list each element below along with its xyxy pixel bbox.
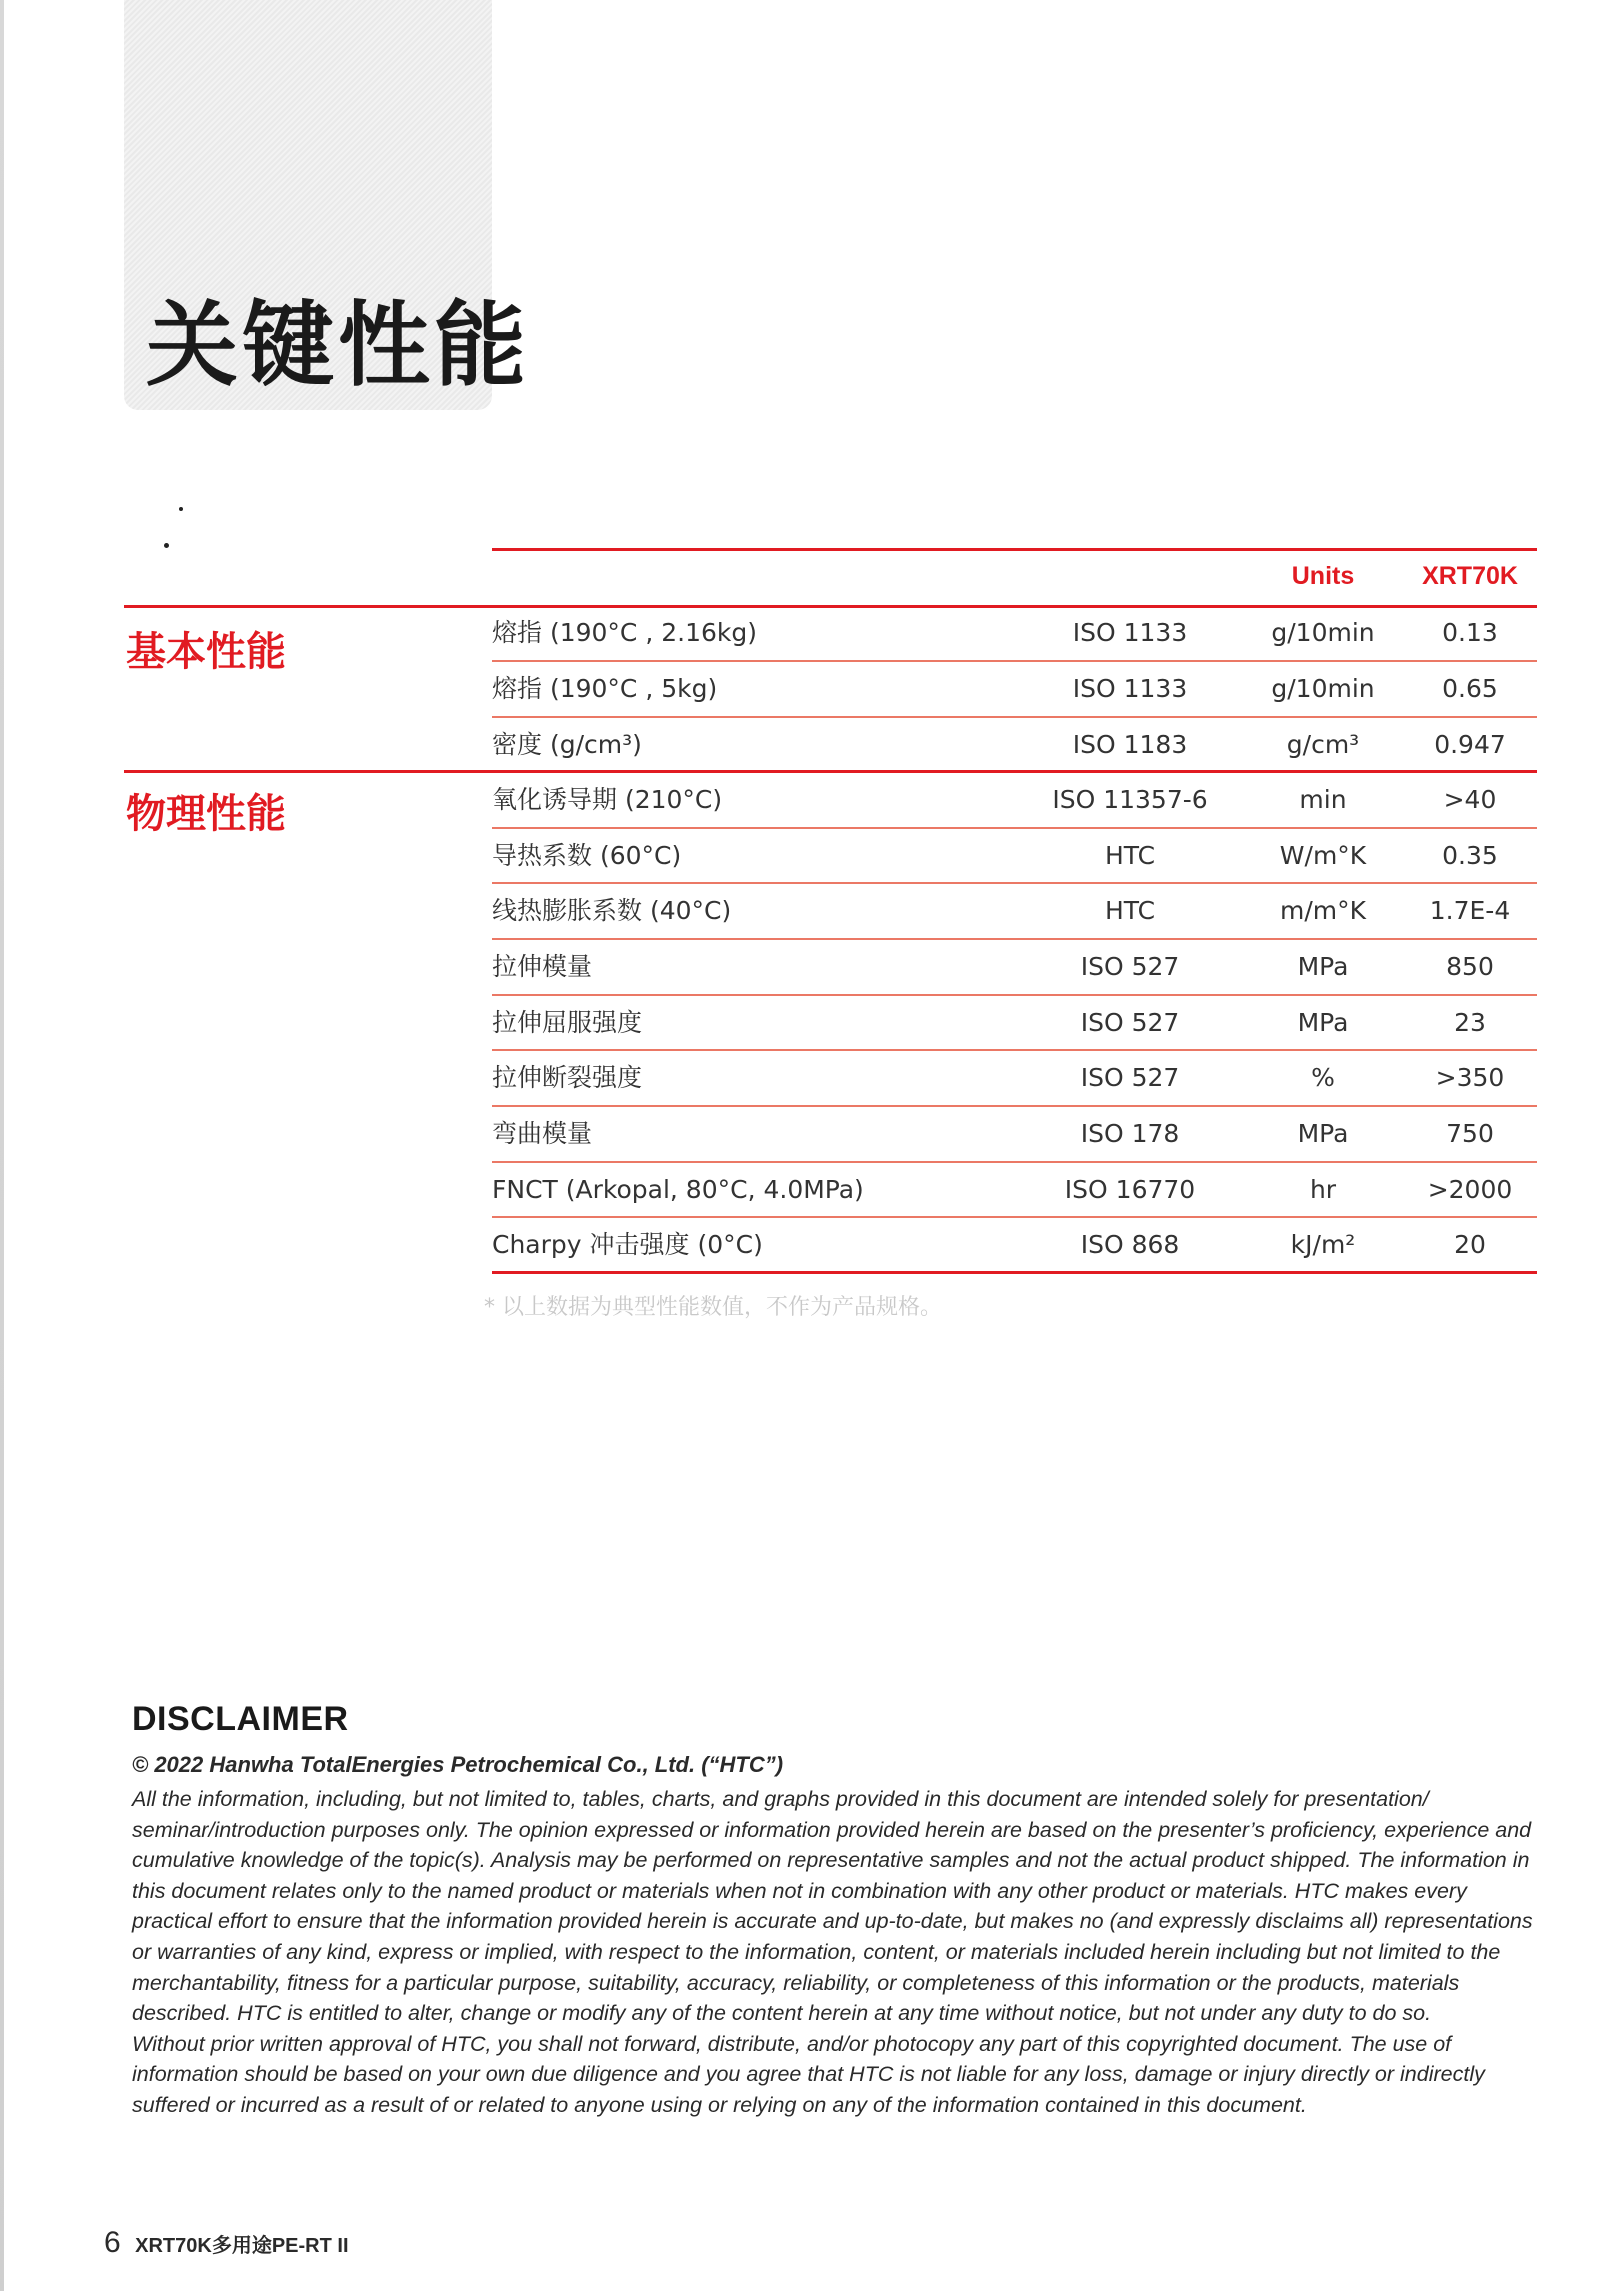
section-title-basic: 基本性能 [126,629,286,675]
value: >40 [1443,785,1497,814]
unit: g/cm³ [1286,730,1360,759]
test-method: HTC [1104,841,1156,870]
page-number: 6 [104,2226,121,2259]
table-bottom-rule [492,1271,1537,1274]
page-footer [104,2226,349,2260]
print-speck [179,507,183,511]
footer-text: XRT70K多用途PE-RT II [135,2235,349,2257]
table-footnote: * 以上数据为典型性能数值，不作为产品规格。 [484,1295,942,1320]
property-name: 拉伸模量 [492,952,593,981]
test-method: ISO 1133 [1072,618,1188,647]
value: 750 [1446,1119,1494,1148]
property-name: 密度 (g/cm³) [492,730,642,759]
table-row [0,1162,1606,1217]
property-name: 导热系数 (60°C) [492,841,682,870]
property-name: 线热膨胀系数 (40°C) [492,896,732,925]
table-row [0,828,1606,883]
disclaimer-title: DISCLAIMER [132,1700,349,1738]
disclaimer-paragraph: Without prior written approval of HTC, you shall not forward, distribute, and/or photocopy any part of this copyrighted document. The use of information should be based on your own due diligence and you agree that HTC is not liable for any loss, damage or injury directly or indirectly suffered or incurred as a result of or related to anyone using or relying on any of the information contained in this document. [132,2031,1485,2117]
value: 23 [1454,1008,1486,1037]
unit: hr [1309,1175,1337,1204]
table-row [0,1050,1606,1105]
table-row [0,717,1606,772]
unit: MPa [1297,1008,1349,1037]
value: 0.35 [1442,841,1498,870]
unit: m/m°K [1279,896,1367,925]
table-row [0,995,1606,1050]
property-name: 氧化诱导期 (210°C) [492,785,723,814]
property-name: 拉伸断裂强度 [492,1063,643,1092]
property-name: FNCT (Arkopal, 80°C, 4.0MPa) [492,1175,864,1204]
table-row [0,605,1606,660]
page-title: 关键性能 [146,292,531,399]
test-method: ISO 527 [1080,952,1180,981]
unit: W/m°K [1279,841,1367,870]
property-name: 弯曲模量 [492,1119,593,1148]
section-title-physical: 物理性能 [126,791,286,837]
table-row [0,772,1606,827]
test-method: ISO 11357-6 [1052,785,1208,814]
value: >350 [1435,1063,1505,1092]
disclaimer-body [132,1784,1552,2121]
test-method: HTC [1104,896,1156,925]
property-name: 熔指 (190°C , 2.16kg) [492,618,757,647]
unit: g/10min [1271,618,1375,647]
unit: kJ/m² [1290,1230,1356,1259]
table-row [0,1106,1606,1161]
value: 1.7E-4 [1429,896,1511,925]
value: 0.13 [1442,618,1498,647]
value: 850 [1446,952,1494,981]
test-method: ISO 16770 [1064,1175,1196,1204]
product-header: XRT70K [1422,562,1518,590]
test-method: ISO 1133 [1072,674,1188,703]
units-header: Units [1291,562,1355,590]
test-method: ISO 527 [1080,1063,1180,1092]
value: 20 [1454,1230,1486,1259]
property-name: 熔指 (190°C , 5kg) [492,674,718,703]
test-method: ISO 178 [1080,1119,1180,1148]
table-row [0,939,1606,994]
table-top-rule [492,548,1537,551]
print-speck [164,543,169,548]
disclaimer-copyright: © 2022 Hanwha TotalEnergies Petrochemical Co., Ltd. (“HTC”) [132,1752,784,1777]
table-row [0,661,1606,716]
unit: % [1311,1063,1335,1092]
unit: MPa [1297,952,1349,981]
value: 0.947 [1434,730,1506,759]
value: >2000 [1427,1175,1513,1204]
unit: g/10min [1271,674,1375,703]
test-method: ISO 1183 [1072,730,1188,759]
test-method: ISO 527 [1080,1008,1180,1037]
table-row [0,883,1606,938]
property-name: Charpy 冲击强度 (0°C) [492,1230,763,1259]
disclaimer-paragraph: All the information, including, but not limited to, tables, charts, and graphs provided in this document are intended solely for presentation/ seminar/introduction purposes only. The opinion expressed or information provided herein are based on the presenter’s proficiency, experience and cumulative knowledge of the topic(s). Analysis may be performed on representative samples and not the actual product shipped. The information in this document relates only to the named product or materials when not in combination with any other product or materials. HTC makes every practical effort to ensure that the information provided herein is accurate and up-to-date, but makes no (and expressly disclaims all) representations or warranties of any kind, express or implied, with respect to the information, content, or materials included herein including but not limited to the merchantability, fitness for a particular purpose, suitability, accuracy, reliability, or completeness of this information or the products, materials described. HTC is entitled to alter, change or modify any of the content herein at any time without notice, but not under any duty to do so. [132,1787,1533,2026]
table-row [0,1217,1606,1272]
value: 0.65 [1442,674,1498,703]
unit: MPa [1297,1119,1349,1148]
unit: min [1299,785,1347,814]
property-name: 拉伸屈服强度 [492,1008,643,1037]
test-method: ISO 868 [1080,1230,1180,1259]
